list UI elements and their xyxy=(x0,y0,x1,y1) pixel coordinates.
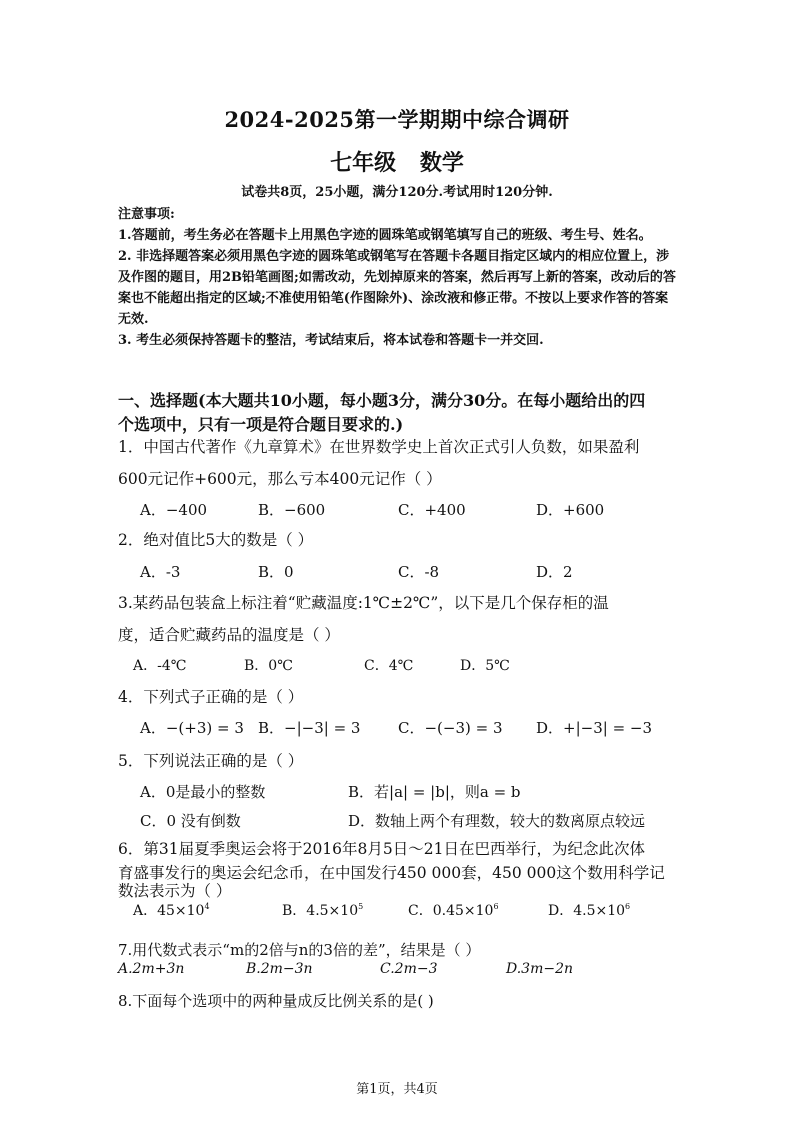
exam-subtitle: 七年级 数学 xyxy=(330,150,464,176)
q4-option-b: B．−|−3| = 3 xyxy=(258,719,361,737)
q3-option-c: C．4℃ xyxy=(364,658,414,674)
q3-option-a: A．-4℃ xyxy=(133,658,187,674)
q7-option-d: D.3m−2n xyxy=(506,961,574,977)
q1-stem-line-2: 600元记作+600元，那么亏本400元记作（ ） xyxy=(118,470,442,488)
q6-option-b: B．$4.5\times 10^5$ xyxy=(282,902,364,919)
q7-option-c: C.2m−3 xyxy=(380,961,438,977)
q5-option-c: C．0 没有倒数 xyxy=(140,812,241,830)
q5-option-d: D．数轴上两个有理数，较大的数离原点较远 xyxy=(348,812,646,830)
q5-stem: 5．下列说法正确的是（ ） xyxy=(118,752,304,770)
q2-option-d: D．2 xyxy=(536,563,573,581)
q6-stem-line-3: 数法表示为（ ） xyxy=(118,882,232,900)
q5-option-a: A．0是最小的整数 xyxy=(140,783,266,801)
notes-item-2: 2. 非选择题答案必须用黑色字迹的圆珠笔或钢笔写在答题卡各题目指定区域内的相应位置上，涉及作图的题目，用2B铅笔画图;如需改动，先划掉原来的答案，然后再写上新的答案，改动后的答案也不能超出指定的区域;不准使用铅笔(作图除外)、涂改液和修正带。不按以上要求作答的答案无效. xyxy=(118,249,676,327)
q4-stem: 4．下列式子正确的是（ ） xyxy=(118,688,304,706)
q6-option-c: C．$0.45\times 10^6$ xyxy=(408,902,499,919)
q1-option-d: D．+600 xyxy=(536,501,605,519)
q5-option-b: B．若|a| = |b|，则a = b xyxy=(348,783,521,801)
notes-block xyxy=(118,204,678,351)
q3-stem-line-1: 3.某药品包装盒上标注着“贮藏温度:1℃±2℃”，以下是几个保存柜的温 xyxy=(118,594,609,612)
section-heading-line-2: 个选项中，只有一项是符合题目要求的.) xyxy=(118,415,404,434)
q3-option-d: D．5℃ xyxy=(460,658,510,674)
q6-stem-line-2: 育盛事发行的奥运会纪念币，在中国发行450 000套，450 000这个数用科学记 xyxy=(118,864,665,882)
q1-option-c: C．+400 xyxy=(398,501,466,519)
q8-stem: 8.下面每个选项中的两种量成反比例关系的是( ) xyxy=(118,992,434,1010)
q3-option-b: B．0℃ xyxy=(244,658,293,674)
q6-option-a: A．$45\times 10^4$ xyxy=(133,902,210,919)
q4-option-a: A．−(+3) = 3 xyxy=(140,719,244,737)
exam-info: 试卷共8页，25小题，满分120分.考试用时120分钟. xyxy=(241,185,553,200)
exam-title: 2024-2025第一学期期中综合调研 xyxy=(224,107,570,132)
notes-heading: 注意事项: xyxy=(118,207,175,222)
q2-option-a: A．-3 xyxy=(140,563,181,581)
q7-stem: 7.用代数式表示“m的2倍与n的3倍的差”，结果是（ ） xyxy=(118,941,481,959)
page-footer: 第1页，共4页 xyxy=(356,1082,438,1097)
q7-option-a: A.2m+3n xyxy=(118,961,185,977)
q6-stem-line-1: 6．第31届夏季奥运会将于2016年8月5日～21日在巴西举行，为纪念此次体 xyxy=(118,840,645,858)
q1-option-b: B．−600 xyxy=(258,501,326,519)
section-heading-line-1: 一、选择题(本大题共10小题，每小题3分，满分30分。在每小题给出的四 xyxy=(118,391,646,410)
q6-option-d: D．$4.5\times 10^6$ xyxy=(548,902,631,919)
notes-item-1: 1.答题前，考生务必在答题卡上用黑色字迹的圆珠笔或钢笔填写自己的班级、考生号、姓名。 xyxy=(118,228,652,243)
q4-option-c: C．−(−3) = 3 xyxy=(398,719,503,737)
q2-stem: 2．绝对值比5大的数是（ ） xyxy=(118,531,314,549)
q2-option-b: B．0 xyxy=(258,563,294,581)
q2-option-c: C．-8 xyxy=(398,563,440,581)
q1-stem-line-1: 1．中国古代著作《九章算术》在世界数学史上首次正式引人负数，如果盈利 xyxy=(118,438,640,456)
q4-option-d: D．+|−3| = −3 xyxy=(536,719,653,737)
q1-option-a: A．−400 xyxy=(140,501,208,519)
q3-stem-line-2: 度，适合贮藏药品的温度是（ ） xyxy=(118,626,340,644)
notes-item-3: 3. 考生必须保持答题卡的整洁，考试结束后，将本试卷和答题卡一并交回. xyxy=(118,333,544,348)
q7-option-b: B.2m−3n xyxy=(246,961,313,977)
